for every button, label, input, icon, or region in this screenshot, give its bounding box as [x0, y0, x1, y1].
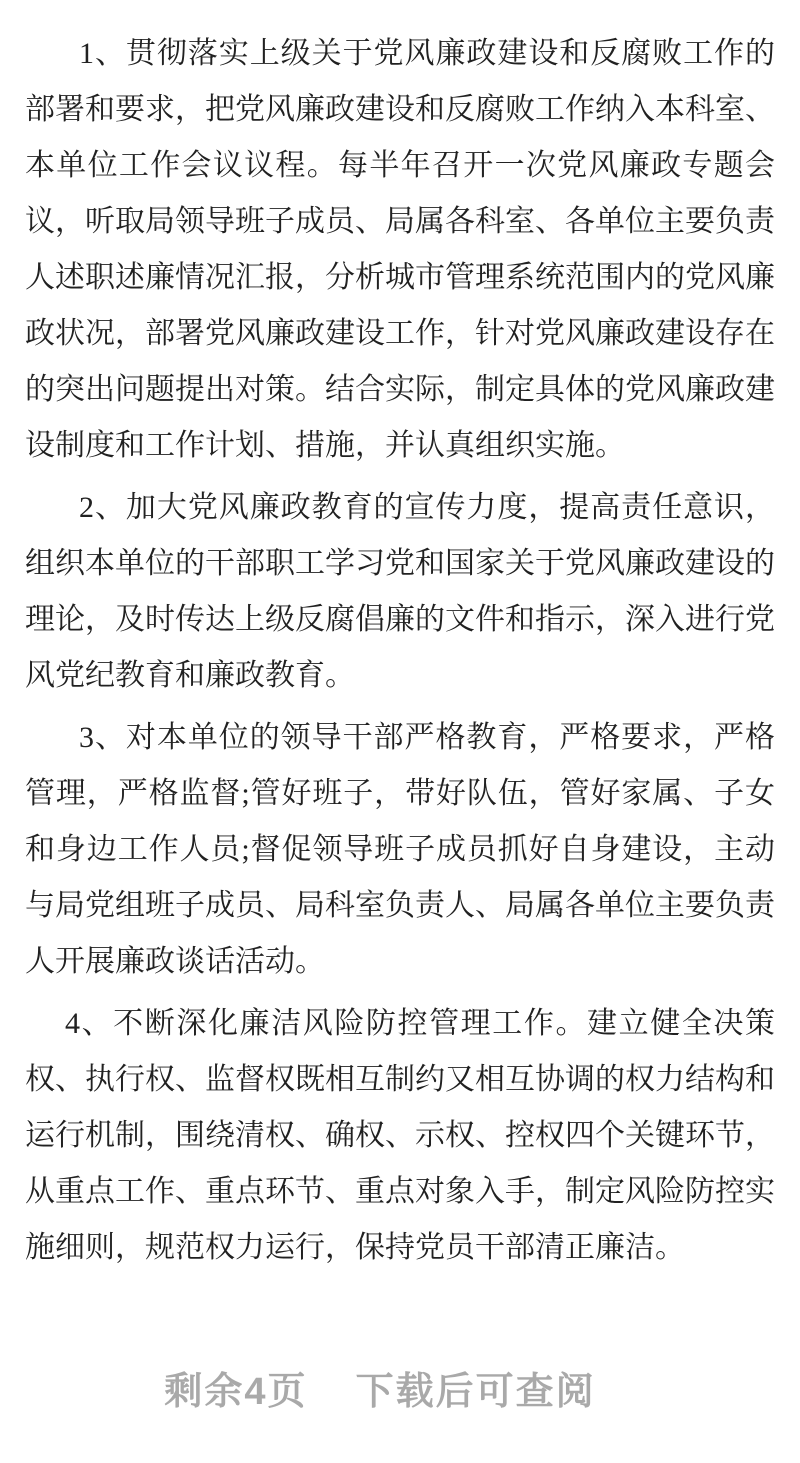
paragraph-4: 4、不断深化廉洁风险防控管理工作。建立健全决策权、执行权、监督权既相互制约又相互协调的权力结构和运行机制，围绕清权、确权、示权、控权四个关键环节，从重点工作、重点环节、重点对象入手，制定风险防控实施细则，规范权力运行，保持党员干部清正廉洁。	[25, 1007, 775, 1264]
paragraph-3: 3、对本单位的领导干部严格教育，严格要求，严格管理，严格监督;管好班子，带好队伍，管好家属、子女和身边工作人员;督促领导班子成员抓好自身建设，主动与局党组班子成员、局科室负责人、局属各单位主要负责人开展廉政谈话活动。	[25, 721, 775, 978]
remaining-pages-label: 剩余4页	[164, 1371, 308, 1413]
download-hint-label: 下载后可查阅	[355, 1371, 596, 1413]
preview-footer	[0, 1360, 780, 1415]
paragraph-2: 2、加大党风廉政教育的宣传力度，提高责任意识，组织本单位的干部职工学习党和国家关于党风廉政建设的理论，及时传达上级反腐倡廉的文件和指示，深入进行党风党纪教育和廉政教育。	[25, 491, 775, 692]
paragraph-1: 1、贯彻落实上级关于党风廉政建设和反腐败工作的部署和要求，把党风廉政建设和反腐败工作纳入本科室、本单位工作会议议程。每半年召开一次党风廉政专题会议，听取局领导班子成员、局属各科室、各单位主要负责人述职述廉情况汇报，分析城市管理系统范围内的党风廉政状况，部署党风廉政建设工作，针对党风廉政建设存在的突出问题提出对策。结合实际，制定具体的党风廉政建设制度和工作计划、措施，并认真组织实施。	[25, 37, 775, 462]
